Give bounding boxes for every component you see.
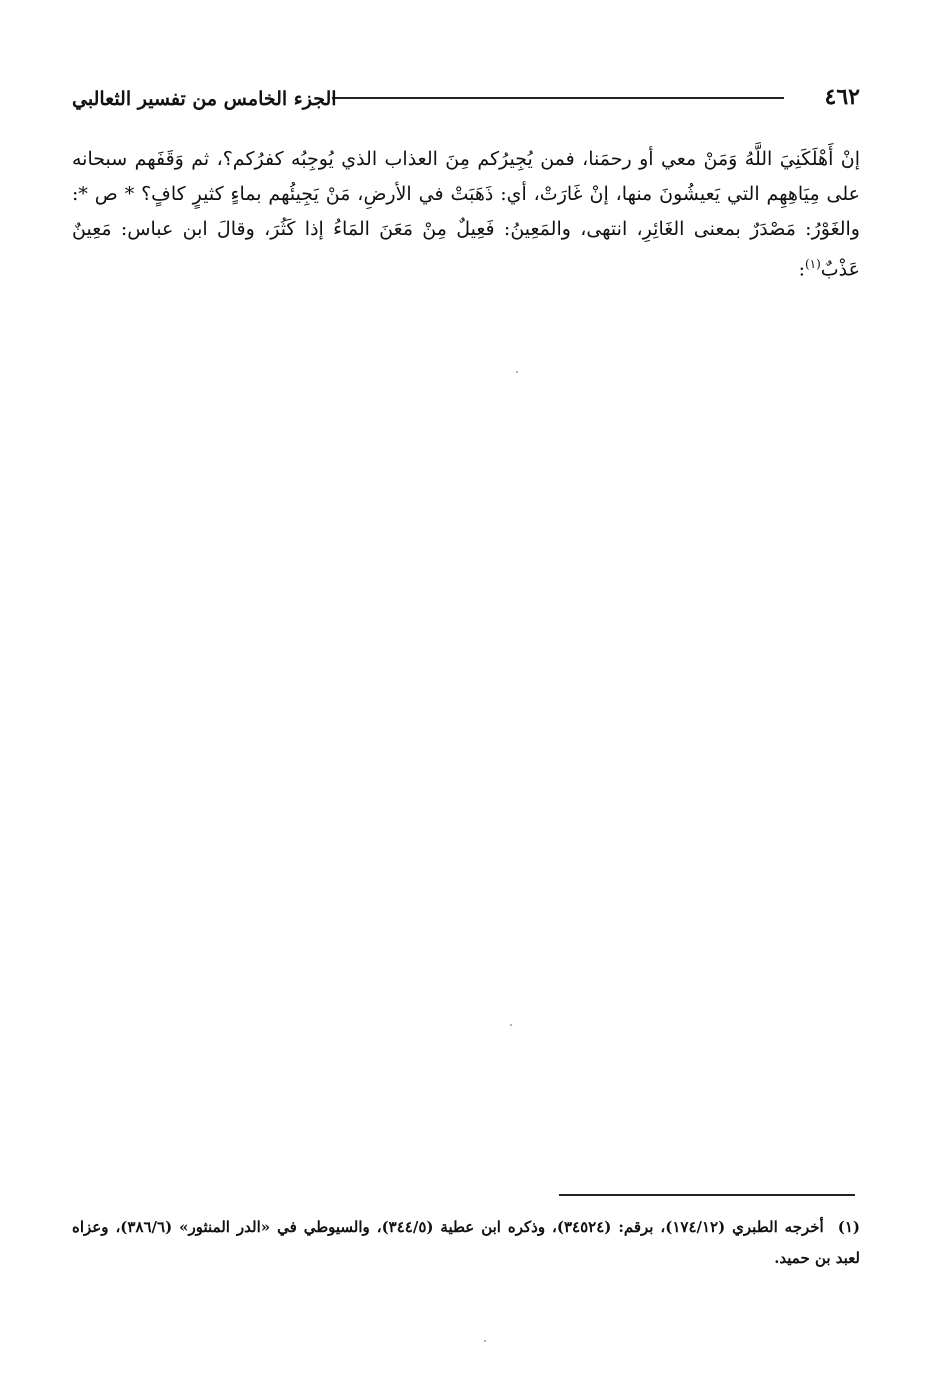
scan-speck bbox=[484, 1340, 486, 1342]
footnote-rule bbox=[559, 1194, 855, 1196]
footnote-entry bbox=[72, 1212, 860, 1274]
running-header bbox=[72, 80, 860, 120]
footnote-reference[interactable]: (١) bbox=[804, 257, 821, 271]
footnote-text: أخرجه الطبري (١٧٤/١٢)، برقم: (٣٤٥٢٤)، وذكره ابن عطية (٣٤٤/٥)، والسيوطي في «الدر المنثور» (٣٨٦/٦)، وعزاه لعبد بن حميد. bbox=[72, 1218, 860, 1267]
main-paragraph bbox=[72, 142, 860, 287]
scan-speck bbox=[516, 371, 518, 373]
footnote-marker: (١) bbox=[837, 1218, 860, 1236]
page-number: ٤٦٢ bbox=[824, 84, 860, 110]
main-text bbox=[72, 142, 860, 287]
scan-speck bbox=[510, 1024, 512, 1026]
footnote bbox=[72, 1212, 860, 1274]
header-rule bbox=[332, 97, 784, 99]
paragraph-end: : bbox=[798, 258, 805, 281]
paragraph-text: إنْ أَهْلَكَنِيَ اللَّهُ وَمَنْ معي أو رحمَنا، فمن يُجِيرُكم مِنَ العذاب الذي يُوجِبُه كفرُكم؟، ثم وَقَفَهم سبحانه على مِيَاهِهِم التي يَعيشُونَ منها، إنْ غَارَتْ، أي: ذَهَبَتْ في الأرضِ، مَنْ يَجِيئُهم بماءٍ كثيرٍ كافٍ؟ * ص *: والغَوْرُ: مَصْدَرٌ بمعنى الغَائِرِ، انتهى، والمَعِينُ: فَعِيلٌ مِنْ مَعَنَ المَاءُ إذا كَثُرَ، وقالَ ابن عباس: مَعِينٌ عَذْبٌ bbox=[72, 148, 860, 281]
running-title: الجزء الخامس من تفسير الثعالبي bbox=[72, 88, 337, 110]
